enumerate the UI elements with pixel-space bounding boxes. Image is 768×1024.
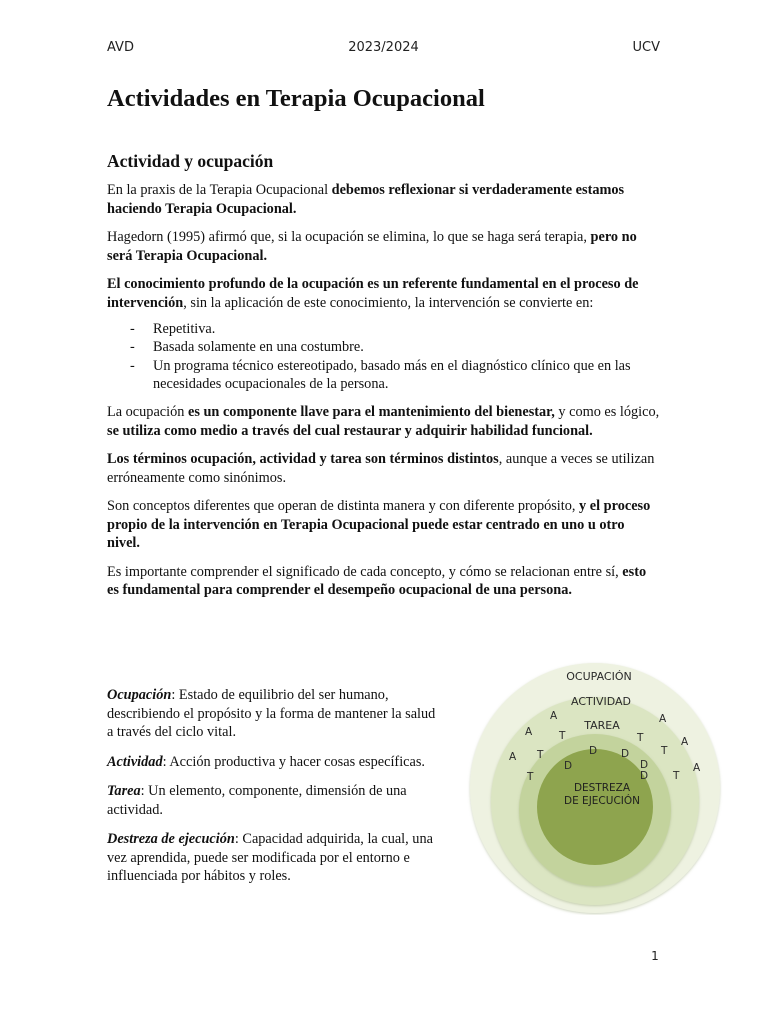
text-run: La ocupación: [107, 404, 188, 421]
text-run: En la praxis de la Terapia Ocupacional: [107, 182, 332, 198]
bold-run: debemos reflexionar si verdaderamente estamos haciendo Terapia Ocupacional.: [107, 182, 625, 217]
letter-a: A: [693, 762, 701, 774]
definition-term: Ocupación: [107, 687, 172, 703]
letter-d: D: [589, 745, 598, 757]
definition-text: : Capacidad adquirida, la cual, una vez aprendida, puede ser modificada por el entorno e influenciada por hábitos y roles.: [107, 831, 433, 884]
definition-text: : Un elemento, componente, dimensión de una actividad.: [107, 783, 407, 818]
label-destreza-1: DESTREZA: [573, 782, 631, 794]
text-run: y como es lógico,: [554, 404, 660, 421]
definition-text: : Estado de equilibrio del ser humano, describiendo el propósito y la forma de mantener la salud a través del ciclo vital.: [107, 687, 436, 740]
definition-term: Tarea: [107, 783, 141, 799]
text-run: Hagedorn (1995) afirmó que, si la ocupación se elimina, lo que se haga será terapia,: [107, 229, 591, 245]
letter-t: T: [559, 730, 566, 742]
definition-destreza: [107, 830, 445, 886]
letter-d: D: [621, 748, 630, 760]
header-right: UCV: [632, 40, 660, 55]
list-item: - Basada solamente en una costumbre.: [107, 338, 660, 356]
definition-ocupacion: [107, 686, 445, 742]
paragraph-4: [107, 403, 660, 440]
bullet-list: [107, 320, 660, 393]
concentric-levels-diagram: [465, 660, 740, 915]
label-tarea: TAREA: [584, 719, 620, 732]
list-item: - Un programa técnico estereotipado, basado más en el diagnóstico clínico que en las necesidades ocupacionales de la persona.: [107, 357, 660, 394]
bold-run: y el proceso propio de la intervención en Terapia Ocupacional puede estar centrado en uno u otro nivel.: [107, 498, 651, 552]
paragraph-1: [107, 181, 660, 218]
paragraph-3: [107, 275, 660, 312]
letter-a: A: [681, 736, 689, 748]
label-ocupacion: OCUPACIÓN: [566, 670, 632, 683]
letter-a: A: [509, 751, 517, 763]
page-number: 1: [651, 949, 659, 963]
text-run: Son conceptos diferentes que operan de distinta manera y con diferente propósito,: [107, 498, 580, 515]
section-heading: Actividad y ocupación: [107, 151, 274, 171]
letter-a: A: [525, 726, 533, 738]
document-title: Actividades en Terapia Ocupacional: [107, 85, 485, 112]
letter-d: D: [564, 760, 573, 772]
letter-a: A: [550, 710, 558, 722]
letter-d: D: [640, 759, 649, 771]
bold-run: esto es fundamental para comprender el desempeño ocupacional de una persona.: [107, 563, 647, 599]
letter-t: T: [527, 771, 534, 783]
header-center: 2023/2024: [348, 40, 419, 55]
paragraph-6: [107, 497, 660, 553]
bold-run: pero no será Terapia Ocupacional.: [107, 229, 637, 264]
paragraph-5: [107, 450, 660, 487]
header-left: AVD: [107, 40, 134, 55]
paragraph-7: [107, 563, 660, 600]
letter-t: T: [661, 745, 668, 757]
definition-term: Destreza de ejecución: [107, 831, 235, 847]
definition-term: Actividad: [107, 753, 163, 770]
text-run: , aunque a veces se utilizan erróneamente como sinónimos.: [107, 451, 655, 486]
page-header: [107, 40, 660, 58]
definitions-list: [107, 686, 445, 897]
letter-t: T: [537, 749, 544, 761]
bold-run: se utiliza como medio a través del cual restaurar y adquirir habilidad funcional.: [107, 422, 593, 439]
letter-t: T: [637, 732, 644, 744]
ring-destreza: [537, 749, 653, 865]
document-body: [107, 84, 660, 610]
letter-d: D: [640, 770, 649, 782]
definition-actividad: [107, 753, 445, 772]
bold-run: Los términos ocupación, actividad y tarea son términos distintos: [107, 451, 499, 468]
diagram-svg: [465, 660, 740, 915]
letter-t: T: [673, 770, 680, 782]
text-run: , sin la aplicación de este conocimiento, la intervención se convierte en:: [183, 294, 594, 311]
text-run: Es importante comprender el significado de cada concepto, y cómo se relacionan entre sí,: [107, 563, 623, 580]
definition-tarea: [107, 782, 445, 819]
list-item: - Repetitiva.: [107, 320, 660, 338]
bold-run: El conocimiento profundo de la ocupación es un referente fundamental en el proceso de intervención: [107, 276, 639, 311]
label-destreza-2: DE EJECUCIÓN: [564, 795, 640, 807]
label-actividad: ACTIVIDAD: [570, 695, 632, 708]
letter-a: A: [659, 713, 667, 725]
definition-text: : Acción productiva y hacer cosas específicas.: [162, 753, 425, 770]
bold-run: es un componente llave para el mantenimiento del bienestar,: [187, 404, 555, 421]
paragraph-2: [107, 228, 660, 265]
